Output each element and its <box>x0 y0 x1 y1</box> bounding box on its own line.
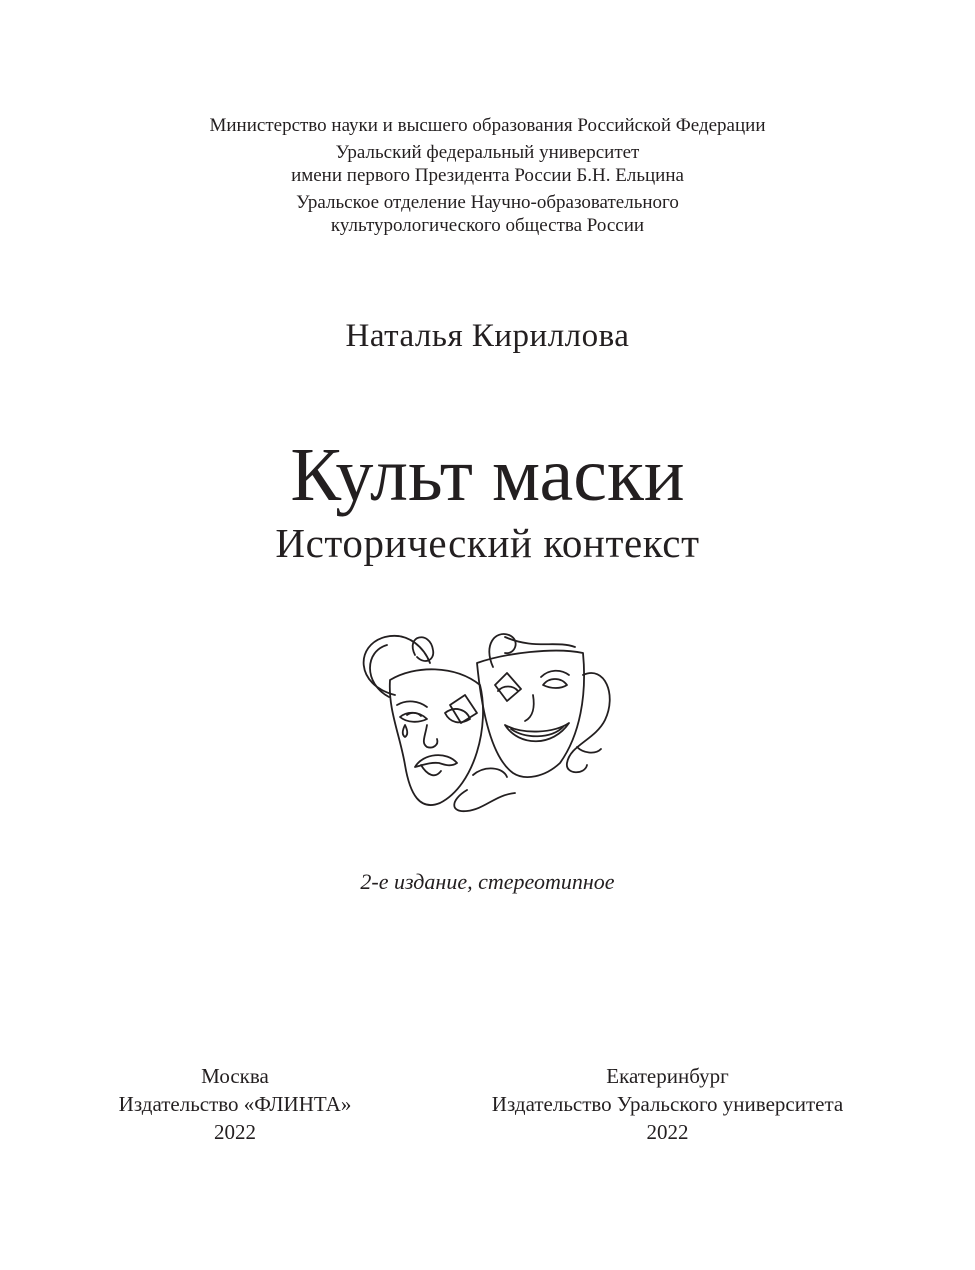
university-line: Уральский федеральный университет <box>335 141 640 163</box>
imprint-publisher: Издательство Уральского университета <box>491 1092 844 1116</box>
book-title: Культ маски <box>290 433 685 517</box>
society-name-line: культурологического общества России <box>330 215 645 236</box>
edition-note: 2-е издание, стереотипное <box>360 869 615 894</box>
university-name-line: имени первого Президента России Б.Н. Ельцина <box>291 165 684 186</box>
ministry-line: Министерство науки и высшего образования Российской Федерации <box>209 115 766 136</box>
imprint-city: Екатеринбург <box>606 1064 729 1088</box>
society-line: Уральское отделение Научно-образовательного <box>296 191 679 213</box>
organization-header <box>0 114 975 238</box>
imprint-yekaterinburg <box>455 1062 880 1146</box>
imprint-year: 2022 <box>646 1120 689 1144</box>
book-subtitle: Исторический контекст <box>275 520 700 566</box>
imprint-moscow <box>110 1062 360 1146</box>
author-name: Наталья Кириллова <box>345 318 630 354</box>
imprint-year: 2022 <box>214 1120 256 1144</box>
imprint-publisher: Издательство «ФЛИНТА» <box>118 1092 352 1116</box>
theatre-masks-icon <box>355 625 615 815</box>
imprint-city: Москва <box>201 1064 269 1088</box>
